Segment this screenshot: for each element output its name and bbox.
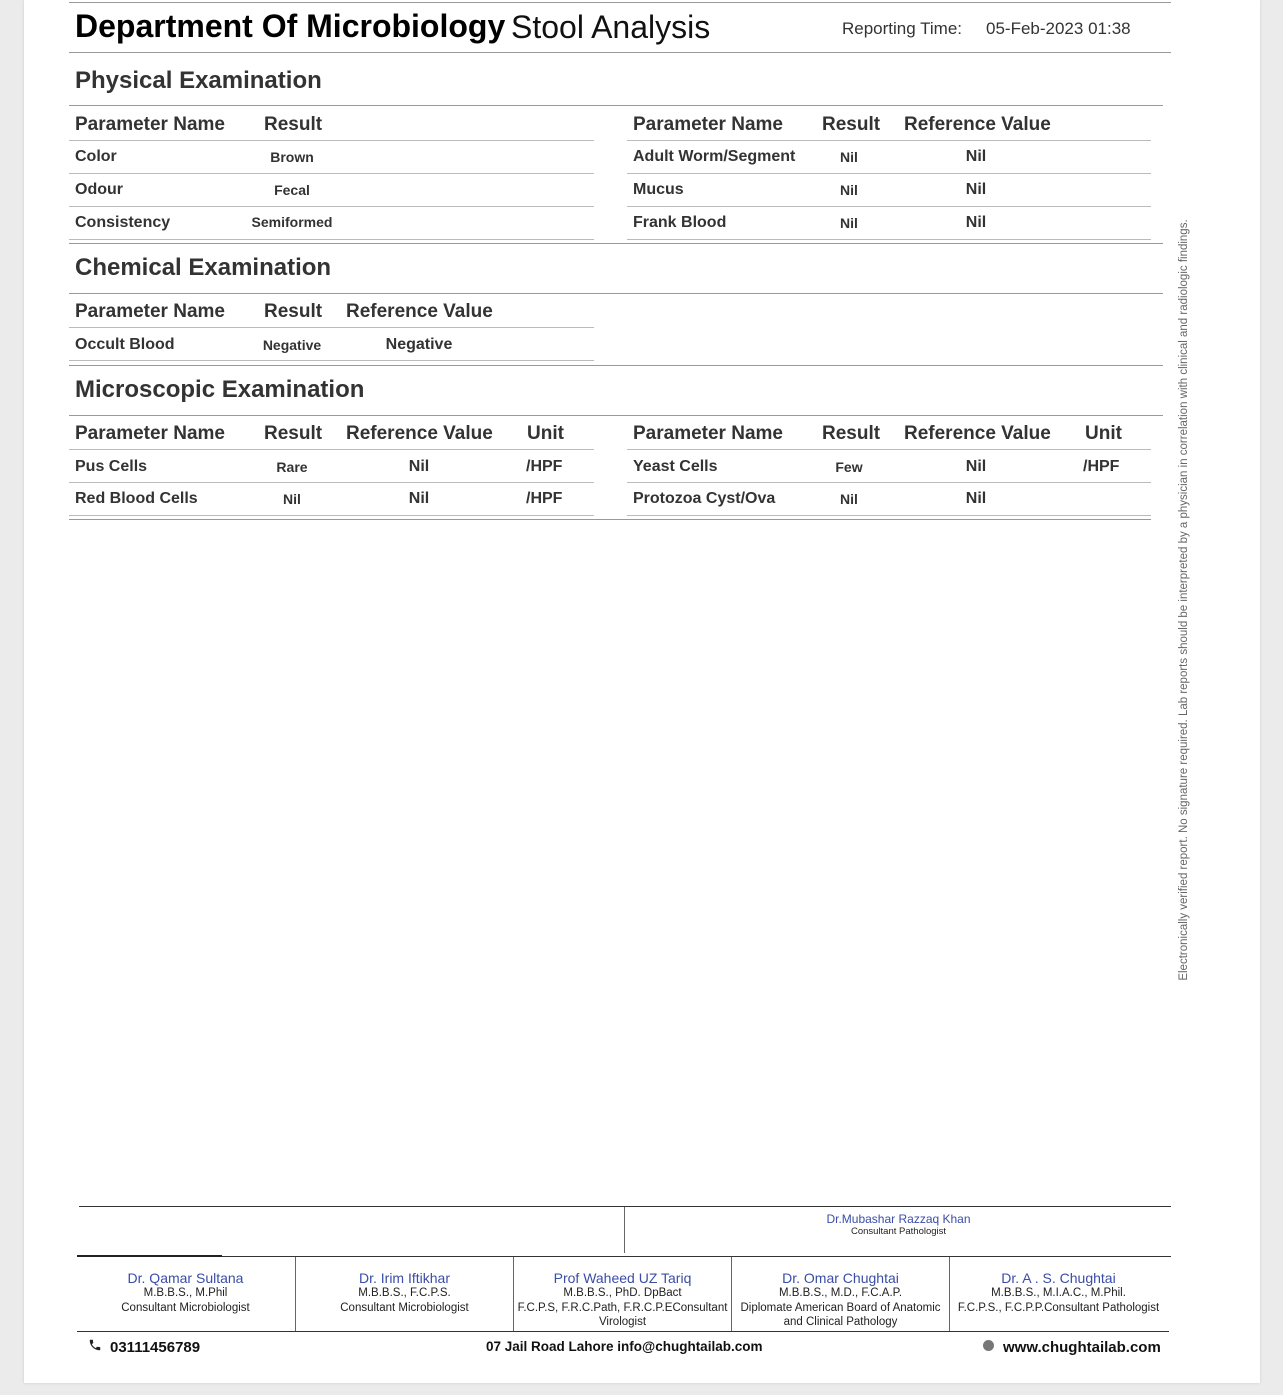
chemical-header-result: Result: [264, 301, 323, 322]
doctor-name: Prof Waheed UZ Tariq: [553, 1270, 692, 1286]
table-row-ref: Nil: [965, 490, 987, 507]
doctor-name: Dr. Omar Chughtai: [782, 1270, 899, 1286]
table-row-result: Nil: [840, 491, 858, 507]
table-row-result: Nil: [840, 149, 858, 165]
table-row-ref: Nil: [965, 148, 987, 165]
table-row-result: Nil: [283, 491, 301, 507]
physical-left-header-name: Parameter Name: [75, 114, 225, 135]
footer-website[interactable]: www.chughtailab.com: [1003, 1339, 1161, 1356]
table-row-name: Adult Worm/Segment: [633, 148, 796, 165]
chemical-section-title: Chemical Examination: [75, 254, 332, 281]
physical-left-header-result: Result: [264, 114, 323, 135]
physical-section-title: Physical Examination: [75, 67, 322, 94]
chemical-header-name: Parameter Name: [75, 301, 225, 322]
signing-pathologist-title: Consultant Pathologist: [850, 1226, 947, 1237]
verification-note: Electronically verified report. No signature required. Lab reports should be interpreted by a physician in correlation with clinical and radiologic findings.: [1178, 219, 1190, 981]
table-row-result: Rare: [276, 459, 308, 475]
doctor-designation-extra: and Clinical Pathology: [783, 1316, 898, 1328]
doctor-card: [732, 1260, 949, 1330]
doctor-name: Dr. Qamar Sultana: [127, 1270, 244, 1286]
doctor-designation: Diplomate American Board of Anatomic: [740, 1301, 941, 1314]
physical-right-header-name: Parameter Name: [633, 114, 783, 135]
table-row-unit: /HPF: [1083, 458, 1120, 475]
department-title: Department Of Microbiology: [75, 8, 506, 44]
doctor-card: [514, 1260, 731, 1330]
doctor-designation: Consultant Microbiologist: [340, 1301, 469, 1314]
footer-address: 07 Jail Road Lahore info@chughtailab.com: [486, 1339, 763, 1354]
header-bottom-rule: [69, 52, 1171, 53]
doctor-name: Dr. A . S. Chughtai: [1001, 1270, 1116, 1286]
table-row-unit: /HPF: [526, 490, 563, 507]
table-row-ref: Negative: [385, 336, 453, 353]
header-top-rule: [69, 2, 1171, 3]
micro-left-header-ref: Reference Value: [346, 423, 493, 444]
phone-icon: [88, 1338, 102, 1352]
microscopic-section-title: Microscopic Examination: [75, 376, 365, 403]
table-row-result: Fecal: [274, 182, 310, 198]
table-row-name: Color: [75, 148, 117, 165]
doctor-qualification: M.B.B.S., PhD. DpBact: [563, 1287, 682, 1299]
doctor-card: [950, 1260, 1167, 1330]
table-row-result: Brown: [270, 149, 314, 165]
table-row-result: Nil: [840, 215, 858, 231]
doctor-card: [296, 1260, 513, 1330]
footer-top-rule: [77, 1331, 1169, 1332]
reporting-time-label: Reporting Time:: [842, 19, 962, 38]
table-row-name: Odour: [75, 181, 123, 198]
table-row-name: Mucus: [633, 181, 684, 198]
micro-left-header-unit: Unit: [527, 423, 564, 444]
signing-pathologist-name: Dr.Mubashar Razzaq Khan: [826, 1212, 971, 1226]
chemical-bottom-rule: [69, 365, 1163, 366]
signing-pathologist: [626, 1212, 1171, 1238]
table-row-ref: Nil: [965, 181, 987, 198]
table-row-name: Frank Blood: [633, 214, 727, 231]
physical-right-header-result: Result: [822, 114, 881, 135]
physical-rule: [69, 105, 1163, 106]
chemical-rule: [69, 293, 1163, 294]
table-row-ref: Nil: [965, 458, 987, 475]
micro-left-header-name: Parameter Name: [75, 423, 225, 444]
table-row-name: Yeast Cells: [633, 458, 718, 475]
reporting-time-value: 05-Feb-2023 01:38: [986, 19, 1131, 38]
signature-divider: [624, 1207, 625, 1253]
signature-top-rule: [79, 1206, 1171, 1207]
micro-right-header-name: Parameter Name: [633, 423, 783, 444]
table-row-name: Red Blood Cells: [75, 490, 198, 507]
doctor-designation-extra: Virologist: [598, 1316, 647, 1328]
micro-right-header-result: Result: [822, 423, 881, 444]
table-row-ref: Nil: [408, 490, 430, 507]
microscopic-bottom-rule: [69, 519, 1151, 520]
doctor-card: [77, 1260, 294, 1330]
doctors-top-rule: [77, 1256, 1171, 1257]
table-row-result: Semiformed: [251, 214, 333, 230]
table-row-ref: Nil: [408, 458, 430, 475]
table-row-name: Pus Cells: [75, 458, 148, 475]
microscopic-rule: [69, 415, 1163, 416]
doctor-qualification: M.B.B.S., F.C.P.S.: [358, 1287, 451, 1299]
physical-bottom-rule: [69, 243, 1163, 244]
globe-icon: [983, 1340, 994, 1351]
micro-left-header-result: Result: [264, 423, 323, 444]
doctor-qualification: M.B.B.S., M.I.A.C., M.Phil.: [991, 1287, 1126, 1299]
doctor-qualification: M.B.B.S., M.Phil: [143, 1287, 228, 1299]
doctor-name: Dr. Irim Iftikhar: [358, 1270, 450, 1286]
doctor-designation: F.C.P.S., F.C.P.P.Consultant Pathologist: [957, 1301, 1160, 1314]
table-row-name: Occult Blood: [75, 336, 175, 353]
table-row-result: Few: [835, 459, 863, 475]
doctor-qualification: M.B.B.S., M.D., F.C.A.P.: [778, 1287, 903, 1299]
footer-phone: 03111456789: [110, 1339, 201, 1356]
test-title: Stool Analysis: [511, 9, 711, 45]
table-row-name: Consistency: [75, 214, 171, 231]
table-row-ref: Nil: [965, 214, 987, 231]
doctor-designation: Consultant Microbiologist: [121, 1301, 250, 1314]
table-row-name: Protozoa Cyst/Ova: [633, 490, 776, 507]
report-page: [24, 0, 1260, 1383]
table-row-result: Negative: [262, 337, 322, 353]
table-row-unit: /HPF: [526, 458, 563, 475]
physical-right-header-ref: Reference Value: [904, 114, 1051, 135]
table-row-result: Nil: [840, 182, 858, 198]
micro-right-header-unit: Unit: [1085, 423, 1122, 444]
chemical-header-ref: Reference Value: [346, 301, 493, 322]
micro-right-header-ref: Reference Value: [904, 423, 1051, 444]
doctor-designation: F.C.P.S, F.R.C.Path, F.R.C.P.EConsultant: [517, 1301, 728, 1314]
